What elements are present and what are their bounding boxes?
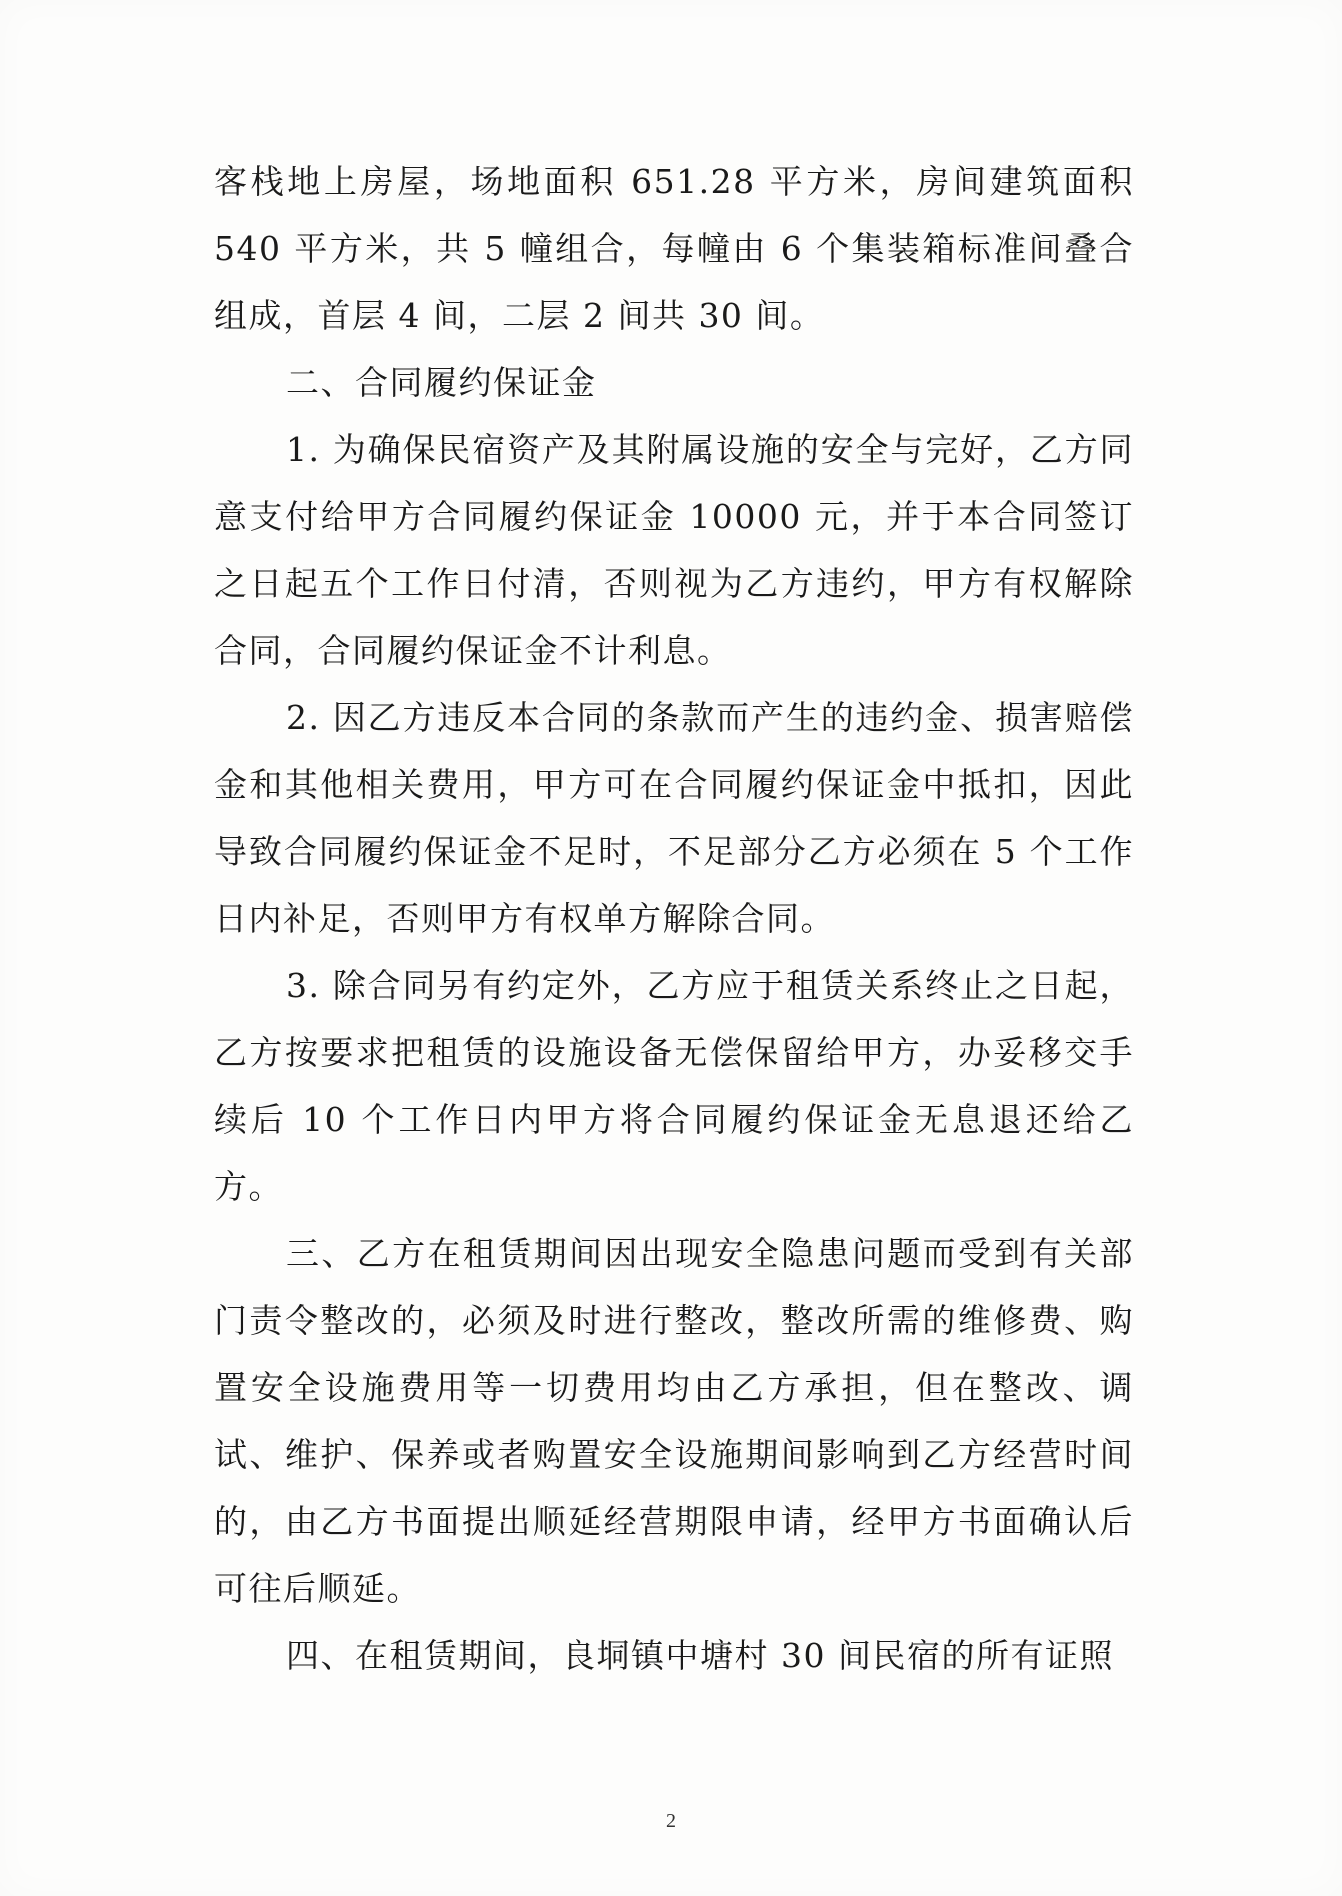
page-number: 2 (666, 1810, 676, 1832)
section-heading-deposit: 二、合同履约保证金 (286, 363, 597, 402)
clause-1: 1. 为确保民宿资产及其附属设施的安全与完好，乙方同意支付给甲方合同履约保证金 10000 元，并于本合同签订之日起五个工作日付清，否则视为乙方违约，甲方有权解除合同，合同履约保证金不计利息。 (214, 430, 1134, 670)
clause-3: 3. 除合同另有约定外，乙方应于租赁关系终止之日起，乙方按要求把租赁的设施设备无偿保留给甲方，办妥移交手续后 10 个工作日内甲方将合同履约保证金无息退还给乙方。 (214, 966, 1134, 1206)
section-three: 三、乙方在租赁期间因出现安全隐患问题而受到有关部门责令整改的，必须及时进行整改，整改所需的维修费、购置安全设施费用等一切费用均由乙方承担，但在整改、调试、维护、保养或者购置安全设施期间影响到乙方经营时间的，由乙方书面提出顺延经营期限申请，经甲方书面确认后可往后顺延。 (214, 1234, 1134, 1608)
section-four: 四、在租赁期间，良垌镇中塘村 30 间民宿的所有证照 (286, 1636, 1114, 1675)
paragraph-continuation: 客栈地上房屋，场地面积 651.28 平方米，房间建筑面积 540 平方米，共 5 幢组合，每幢由 6 个集装箱标准间叠合组成，首层 4 间，二层 2 间共 30 间。 (214, 162, 1134, 335)
body-text (214, 148, 1134, 1689)
clause-2: 2. 因乙方违反本合同的条款而产生的违约金、损害赔偿金和其他相关费用，甲方可在合同履约保证金中抵扣，因此导致合同履约保证金不足时，不足部分乙方必须在 5 个工作日内补足，否则甲方有权单方解除合同。 (214, 698, 1134, 938)
